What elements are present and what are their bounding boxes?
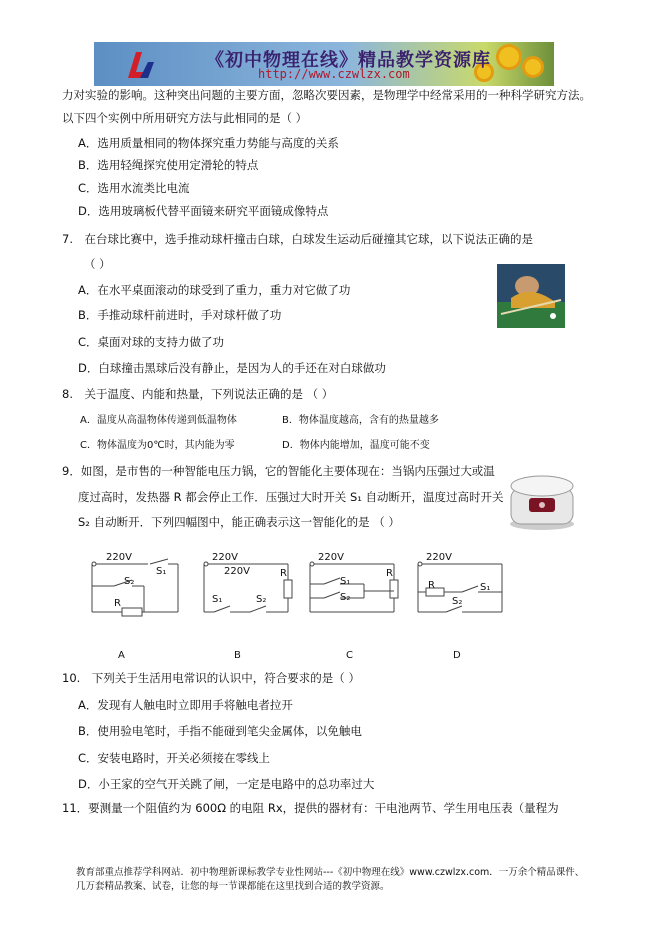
q7-answer-paren: （ ）: [84, 257, 111, 271]
sunflower-icon: [496, 44, 522, 70]
q6-option-c: C．选用水流类比电流: [78, 181, 190, 195]
q6-option-b: B．选用轻绳探究使用定滑轮的特点: [78, 158, 259, 172]
question-9-line-1: 9．如图，是市售的一种智能电压力锅，它的智能化主要体现在：当锅内压强过大或温: [62, 464, 495, 478]
q10-option-d: D．小王家的空气开关跳了闸，一定是电路中的总功率过大: [78, 777, 375, 791]
circuit-diagram-a: [84, 556, 184, 618]
circuit-diagram-d: [412, 556, 508, 618]
switch-s2-label: S₂: [124, 576, 135, 587]
resistor-label: R: [428, 580, 435, 591]
q6-option-d: D．选用玻璃板代替平面镜来研究平面镜成像特点: [78, 204, 329, 218]
question-9-line-3: S₂ 自动断开．下列四幅图中，能正确表示这一智能化的是 （ ）: [78, 515, 400, 529]
banner-url: http://www.czwlzx.com: [258, 67, 410, 81]
voltage-label: 220V: [318, 552, 344, 563]
switch-s2-label: S₂: [452, 596, 463, 607]
q8-option-b: B．物体温度越高，含有的热量越多: [282, 415, 439, 426]
footer-line-2: 几万套精品教案、试卷，让您的每一节课都能在这里找到合适的教学资源。: [76, 881, 390, 892]
banner-title: 《初中物理在线》精品教学资源库: [206, 50, 491, 71]
text-line: 力对实验的影响。这种突出问题的主要方面，忽略次要因素，是物理学中经常采用的一种科学研究方法。: [62, 88, 591, 102]
q7-option-c: C．桌面对球的支持力做了功: [78, 335, 225, 349]
q8-option-c: C．物体温度为0℃时，其内能为零: [80, 440, 235, 451]
voltage-label: 220V: [224, 566, 250, 577]
question-9-line-2: 度过高时，发热器 R 都会停止工作．压强过大时开关 S₁ 自动断开，温度过高时开关: [78, 490, 504, 504]
resistor-label: R: [386, 568, 393, 579]
resistor-label: R: [280, 568, 287, 579]
voltage-label: 220V: [426, 552, 452, 563]
q8-option-a: A．温度从高温物体传递到低温物体: [80, 415, 237, 426]
switch-s1-label: S₁: [480, 582, 491, 593]
switch-s1-label: S₁: [212, 594, 223, 605]
q10-option-b: B．使用验电笔时，手指不能碰到笔尖金属体，以免触电: [78, 724, 362, 738]
switch-s1-label: S₁: [156, 566, 167, 577]
voltage-label: 220V: [212, 552, 238, 563]
q6-option-a: A．选用质量相同的物体探究重力势能与高度的关系: [78, 136, 339, 150]
q8-option-d: D．物体内能增加，温度可能不变: [282, 440, 430, 451]
circuit-diagram-c: [304, 556, 400, 618]
circuit-label-c: C: [346, 650, 353, 661]
circuit-label-b: B: [234, 650, 241, 661]
resistor-label: R: [114, 598, 121, 609]
switch-s2-label: S₂: [256, 594, 267, 605]
q7-option-a: A．在水平桌面滚动的球受到了重力，重力对它做了功: [78, 283, 351, 297]
question-11-stem: 11．要测量一个阻值约为 600Ω 的电阻 Rx，提供的器材有：干电池两节、学生用电压表（量程为: [62, 801, 559, 815]
voltage-label: 220V: [106, 552, 132, 563]
switch-s1-label: S₁: [340, 576, 351, 587]
header-banner: [94, 42, 554, 86]
footer-line-1: 教育部重点推荐学科网站．初中物理新课标教学专业性网站---《初中物理在线》www.czwlzx.com．一万余个精品课件、: [76, 867, 585, 878]
pressure-cooker-photo: [505, 470, 579, 532]
switch-s2-label: S₂: [340, 592, 351, 603]
question-7-stem: 7. 在台球比赛中，选手推动球杆撞击白球，白球发生运动后碰撞其它球，以下说法正确的是: [62, 232, 533, 246]
logo-icon: [124, 48, 158, 82]
billiards-photo: [497, 264, 565, 328]
question-8-stem: 8. 关于温度、内能和热量，下列说法正确的是 （ ）: [62, 387, 334, 401]
q7-option-b: B．手推动球杆前进时，手对球杆做了功: [78, 308, 282, 322]
q7-option-d: D．白球撞击黑球后没有静止，是因为人的手还在对白球做功: [78, 361, 386, 375]
circuit-label-d: D: [453, 650, 461, 661]
circuit-label-a: A: [118, 650, 125, 661]
question-6-stem: 以下四个实例中所用研究方法与此相同的是（ ）: [62, 111, 308, 125]
q10-option-c: C．安装电路时，开关必须接在零线上: [78, 751, 271, 765]
question-10-stem: 10. 下列关于生活用电常识的认识中，符合要求的是（ ）: [62, 671, 360, 685]
q10-option-a: A．发现有人触电时立即用手将触电者拉开: [78, 698, 293, 712]
